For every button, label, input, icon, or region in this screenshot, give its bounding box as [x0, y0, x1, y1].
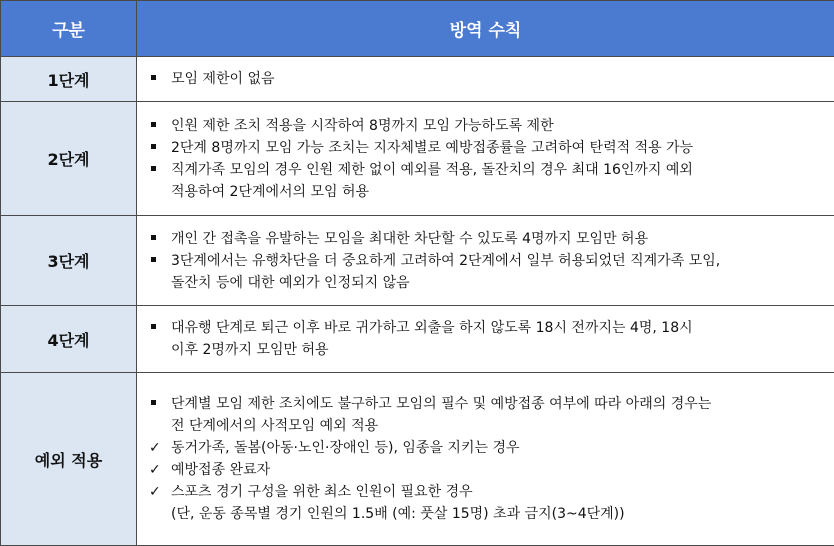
- row-level: 2단계: [1, 102, 137, 216]
- bullet-item: [149, 68, 824, 90]
- continuation-text: [149, 503, 824, 525]
- header-category: 구분: [1, 1, 137, 57]
- line-text: (단, 운동 종목별 경기 인원의 1.5배 (예: 풋살 15명) 초과 금지(3~4단계)): [171, 506, 625, 522]
- row-level: 예외 적용: [1, 373, 137, 546]
- bullet-item: [149, 137, 824, 159]
- line-text: 2단계 8명까지 모임 가능 조치는 지자체별로 예방접종률을 고려하여 탄력적 적용 가능: [171, 139, 694, 156]
- continuation-text: [149, 339, 824, 361]
- line-text: 전 단계에서의 사적모임 예외 적용: [171, 418, 379, 434]
- checkmark-icon: ✓: [149, 440, 161, 456]
- bullet-item: [149, 115, 824, 137]
- row-content: [137, 306, 834, 373]
- row-level: 3단계: [1, 216, 137, 306]
- square-bullet-icon: [151, 159, 167, 181]
- bullet-item: [149, 159, 824, 181]
- check-item: [149, 481, 824, 503]
- check-item: [149, 437, 824, 459]
- line-text: 동거가족, 돌봄(아동·노인·장애인 등), 임종을 지키는 경우: [171, 440, 520, 456]
- line-text: 직계가족 모임의 경우 인원 제한 없이 예외를 적용, 돌잔치의 경우 최대 16인까지 예외: [171, 161, 693, 178]
- line-text: 개인 간 접촉을 유발하는 모임을 최대한 차단할 수 있도록 4명까지 모임만 허용: [171, 230, 649, 247]
- table-row: [1, 57, 834, 102]
- line-text: 모임 제한이 없음: [171, 71, 275, 87]
- line-text: 스포츠 경기 구성을 위한 최소 인원이 필요한 경우: [171, 484, 473, 500]
- row-content: [137, 57, 834, 102]
- check-item: [149, 459, 824, 481]
- continuation-text: [149, 415, 824, 437]
- bullet-item: [149, 228, 824, 250]
- row-content: [137, 216, 834, 306]
- bullet-item: [149, 250, 824, 272]
- line-text: 돌잔치 등에 대한 예외가 인정되지 않음: [171, 274, 410, 291]
- table-row: [1, 373, 834, 546]
- row-level: 1단계: [1, 57, 137, 102]
- square-bullet-icon: [151, 115, 167, 137]
- line-text: 예방접종 완료자: [171, 462, 271, 478]
- row-content: [137, 102, 834, 216]
- checkmark-icon: ✓: [149, 484, 161, 500]
- bullet-item: [149, 317, 824, 339]
- row-level: 4단계: [1, 306, 137, 373]
- square-bullet-icon: [151, 68, 167, 90]
- square-bullet-icon: [151, 250, 167, 272]
- line-text: 3단계에서는 유행차단을 더 중요하게 고려하여 2단계에서 일부 허용되었던 직계가족 모임,: [171, 252, 721, 269]
- row-content: [137, 373, 834, 546]
- continuation-text: [149, 181, 824, 203]
- bullet-item: [149, 393, 824, 415]
- line-text: 이후 2명까지 모임만 허용: [171, 342, 329, 358]
- table-row: [1, 216, 834, 306]
- checkmark-icon: ✓: [149, 462, 161, 478]
- header-rules: 방역 수칙: [137, 1, 834, 57]
- line-text: 적용하여 2단계에서의 모임 허용: [171, 183, 370, 200]
- square-bullet-icon: [151, 317, 167, 339]
- square-bullet-icon: [151, 393, 167, 415]
- line-text: 단계별 모임 제한 조치에도 불구하고 모임의 필수 및 예방접종 여부에 따라 아래의 경우는: [171, 396, 712, 412]
- square-bullet-icon: [151, 228, 167, 250]
- continuation-text: [149, 272, 824, 294]
- square-bullet-icon: [151, 137, 167, 159]
- table-header-row: [1, 1, 834, 57]
- line-text: 인원 제한 조치 적용을 시작하여 8명까지 모임 가능하도록 제한: [171, 117, 554, 134]
- table-row: [1, 102, 834, 216]
- line-text: 대유행 단계로 퇴근 이후 바로 귀가하고 외출을 하지 않도록 18시 전까지는 4명, 18시: [171, 320, 693, 336]
- table-row: [1, 306, 834, 373]
